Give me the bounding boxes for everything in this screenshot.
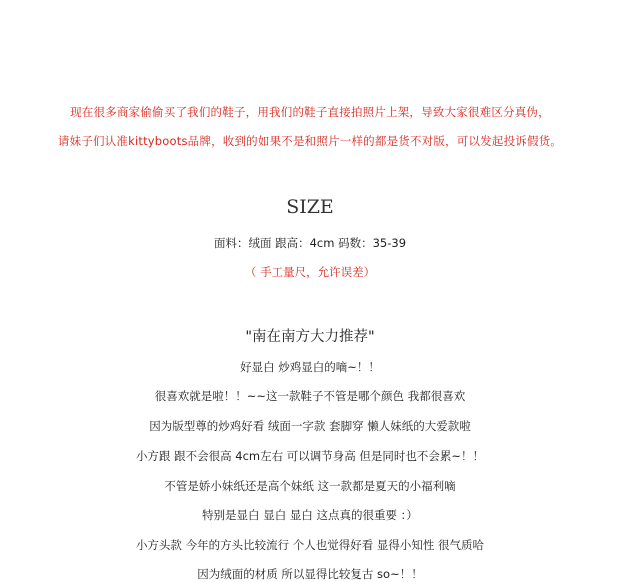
measurement-note: （ 手工量尺，允许误差） xyxy=(244,265,376,279)
recommendation-line: 很喜欢就是啦！！~~这一款鞋子不管是哪个颜色 我都很喜欢 xyxy=(154,389,466,403)
recommendation-line: 小方头款 今年的方头比较流行 个人也觉得好看 显得小知性 很气质哈 xyxy=(135,538,485,552)
size-specs: 面料：绒面 跟高：4cm 码数：35-39 xyxy=(213,236,407,250)
size-heading: SIZE xyxy=(286,196,334,218)
recommendation-line: 小方跟 跟不会很高 4cm左右 可以调节身高 但是同时也不会累~！！ xyxy=(135,449,485,463)
recommendation-line: 因为版型尊的炒鸡好看 绒面一字款 套脚穿 懒人妹纸的大爱款啦 xyxy=(149,419,471,433)
counterfeit-warning-line-1: 现在很多商家偷偷买了我们的鞋子，用我们的鞋子直接拍照片上架，导致大家很难区分真伪， xyxy=(70,105,550,119)
recommendation-line: 因为绒面的材质 所以显得比较复古 so~！！ xyxy=(197,567,423,581)
recommendation-title: "南在南方大力推荐" xyxy=(245,329,375,345)
recommendation-line: 好显白 炒鸡显白的嘀~！！ xyxy=(240,360,380,374)
counterfeit-warning-line-2: 请妹子们认准kittyboots品牌，收到的如果不是和照片一样的都是货不对版，可以发起投诉假货。 xyxy=(57,134,563,148)
recommendation-line: 特别是显白 显白 显白 这点真的很重要 ：） xyxy=(202,508,418,522)
recommendation-line: 不管是娇小妹纸还是高个妹纸 这一款都是夏天的小福利嘀 xyxy=(164,479,456,493)
